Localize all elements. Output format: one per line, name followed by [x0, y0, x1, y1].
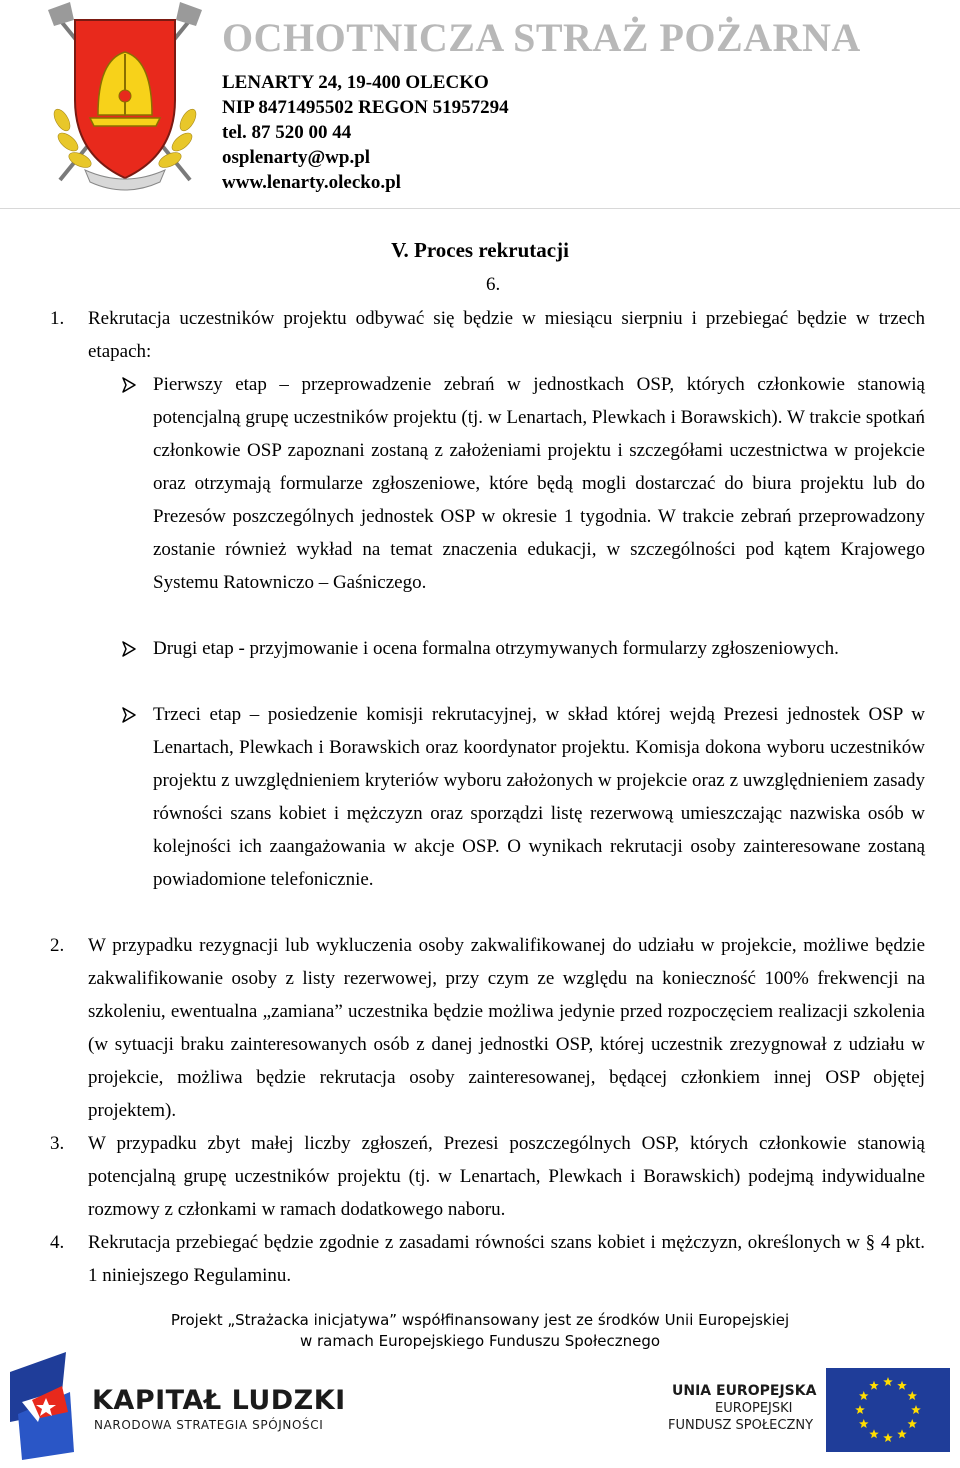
eu-fund-line-2: FUNDUSZ SPOŁECZNY: [668, 1418, 814, 1433]
item-3-text: W przypadku zbyt małej liczby zgłoszeń, Prezesi poszczególnych OSP, których członkowie stanowią potencjalną grupę uczestników projektu (tj. w Lenartach, Plewkach i Borawskich) podejmą indywidualne rozmowy z członkami w ramach dodatkowego naboru.: [88, 1133, 925, 1220]
email-link[interactable]: osplenarty@wp.pl: [222, 147, 371, 168]
eu-flag-icon: [826, 1368, 950, 1452]
nip-regon: NIP 8471495502 REGON 51957294: [222, 97, 509, 118]
kapital-ludzki-title: KAPITAŁ LUDZKI: [92, 1385, 346, 1416]
section-title: V. Proces rekrutacji: [391, 238, 569, 262]
address: LENARTY 24, 19-400 OLECKO: [222, 72, 489, 93]
item-number: 3.: [50, 1133, 65, 1154]
item-1-text: Rekrutacja uczestników projektu odbywać się będzie w miesiącu sierpniu i przebiegać będzie w trzech etapach:: [88, 308, 925, 362]
phone: tel. 87 520 00 44: [222, 122, 352, 143]
sub-number: 6.: [486, 274, 501, 295]
kapital-ludzki-subtitle: NARODOWA STRATEGIA SPÓJNOŚCI: [94, 1418, 324, 1432]
fire-brigade-emblem-icon: [40, 0, 210, 200]
item-2-text: W przypadku rezygnacji lub wykluczenia osoby zakwalifikowanej do udziału w projekcie, możliwe będzie zakwalifikowanie osoby z listy rezerwowej, przy czym ze względu na konieczność 100% frekwencji na szkoleniu, ewentualna „zamiana” uczestnika będzie możliwa jedynie przed rozpoczęciem realizacji szkolenia (w sytuacji braku zainteresowanych osób z danej jednostki OSP, której uczestnik zrezygnował z udziału w projekcie, możliwa będzie rekrutacja osoby zainteresowanej, będącej członkiem innej OSP objętej projektem).: [88, 935, 925, 1121]
arrow-bullet-icon: [122, 641, 136, 657]
footer-project-line-2: w ramach Europejskiego Funduszu Społecznego: [299, 1332, 661, 1350]
stage-1-text: Pierwszy etap – przeprowadzenie zebrań w jednostkach OSP, których członkowie stanowią potencjalną grupę uczestników projektu (tj. w Lenartach, Plewkach i Borawskich). W trakcie spotkań członkowie OSP zapoznani zostaną z założeniami projektu i szczegółami uczestnictwa w projekcie oraz otrzymają formularze zgłoszeniowe, które będą mogli dostarczać do biura projektu lub do Prezesów poszczególnych jednostek OSP w okresie 1 tygodnia. W trakcie zebrań przeprowadzony zostanie również wykład na temat znaczenia edukacji, w szczególności pod kątem Krajowego Systemu Ratowniczo – Gaśniczego.: [153, 374, 925, 593]
organization-name: OCHOTNICZA STRAŻ POŻARNA: [222, 15, 861, 60]
item-number: 1.: [50, 308, 65, 329]
eu-title: UNIA EUROPEJSKA: [672, 1383, 817, 1399]
stage-2-text: Drugi etap - przyjmowanie i ocena formalna otrzymywanych formularzy zgłoszeniowych.: [153, 638, 839, 659]
stage-3-text: Trzeci etap – posiedzenie komisji rekrutacyjnej, w skład której wejdą Prezesi jednostek OSP w Lenartach, Plewkach i Borawskich oraz koordynator projektu. Komisja dokona wyboru uczestników projektu z uwzględnieniem kryteriów wyboru założonych w projekcie oraz z uwzględnieniem zasady równości szans kobiet i mężczyzn oraz sporządzi listę rezerwową umieszczając nazwiska osób w kolejności ich zaangażowania w akcje OSP. O wynikach rekrutacji osoby zainteresowane zostaną powiadomione telefonicznie.: [153, 704, 925, 890]
eu-fund-line-1: EUROPEJSKI: [715, 1401, 793, 1416]
item-text: [88, 302, 925, 368]
website-link[interactable]: www.lenarty.olecko.pl: [222, 172, 401, 193]
item-number: 2.: [50, 935, 65, 956]
item-4-text: Rekrutacja przebiegać będzie zgodnie z zasadami równości szans kobiet i mężczyzn, określonych w § 4 pkt. 1 niniejszego Regulaminu.: [88, 1232, 925, 1286]
header-divider: [0, 208, 960, 209]
kapital-ludzki-logo-icon: [8, 1352, 88, 1460]
item-number: 4.: [50, 1232, 65, 1253]
arrow-bullet-icon: [122, 377, 136, 393]
footer-project-line-1: Projekt „Strażacka inicjatywa” współfinansowany jest ze środków Unii Europejskiej: [170, 1311, 790, 1329]
arrow-bullet-icon: [122, 707, 136, 723]
